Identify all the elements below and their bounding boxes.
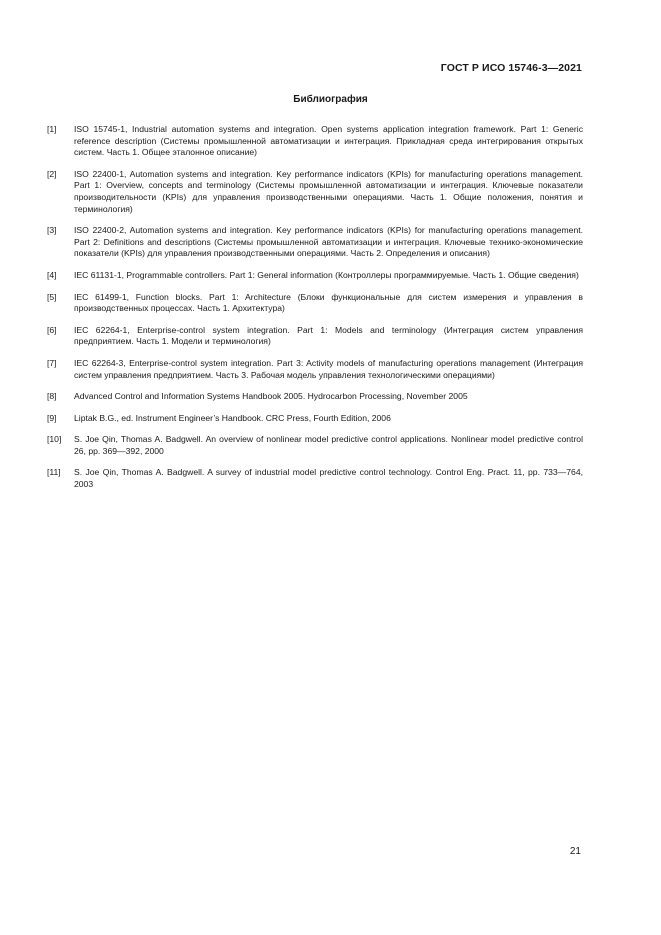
reference-number: [2]: [47, 168, 57, 179]
reference-number: [4]: [47, 269, 57, 280]
reference-number: [5]: [47, 291, 57, 302]
reference-text: S. Joe Qin, Thomas A. Badgwell. A survey of industrial model predictive control technology. Control Eng. Pract. 11, pp. 733—764, 2003: [74, 467, 583, 490]
bibliography-entry: [47, 292, 583, 315]
reference-number: [3]: [47, 225, 57, 236]
reference-number: [11]: [47, 467, 61, 478]
reference-text: IEC 61131-1, Programmable controllers. Part 1: General information (Контроллеры программируемые. Часть 1. Общие сведения): [74, 269, 579, 280]
reference-number: [9]: [47, 412, 57, 423]
reference-number: [1]: [47, 124, 57, 134]
bibliography-list: [47, 124, 583, 501]
reference-text: Advanced Control and Information Systems Handbook 2005. Hydrocarbon Processing, November 2005: [74, 391, 468, 402]
bibliography-entry: [47, 225, 583, 260]
reference-number: [10]: [47, 434, 62, 445]
reference-text: ISO 15745-1, Industrial automation systems and integration. Open systems application integration framework. Part 1: Generic reference description (Системы промышленной автоматизации и интеграция. Прикладная среда интегрирования открытых систем. Часть 1. Общее эталонное описание): [74, 124, 583, 158]
reference-text: Liptak B.G., ed. Instrument Engineer’s Handbook. CRC Press, Fourth Edition, 2006: [74, 412, 391, 423]
bibliography-entry: [47, 124, 583, 159]
bibliography-entry: [47, 467, 583, 490]
bibliography-entry: [47, 325, 583, 348]
bibliography-entry: [47, 434, 583, 457]
page-number: 21: [569, 846, 581, 857]
bibliography-entry: [47, 169, 583, 215]
reference-number: [8]: [47, 391, 57, 402]
reference-text: IEC 61499-1, Function blocks. Part 1: Architecture (Блоки функциональные для систем измерения и управления в производственных процессах. Часть 1. Архитектура): [74, 291, 583, 314]
reference-text: ISO 22400-1, Automation systems and integration. Key performance indicators (KPIs) for manufacturing operations management. Part 1: Overview, concepts and terminology (Системы промышленной автоматизации и интеграция. Ключевые показатели производительности (KPIs) для управления производственными операциями. Часть 1. Общие положения, понятия и терминология): [74, 168, 583, 214]
reference-number: [7]: [47, 357, 57, 368]
bibliography-entry: [47, 413, 583, 425]
document-code-header: ГОСТ Р ИСО 15746-3—2021: [440, 62, 582, 74]
reference-text: IEC 62264-1, Enterprise-control system integration. Part 1: Models and terminology (Интеграция систем управления предприятием. Часть 1. Модели и терминология): [74, 324, 583, 347]
reference-text: IEC 62264-3, Enterprise-control system integration. Part 3: Activity models of manufacturing operations management (Интеграция систем управления предприятием. Часть 3. Рабочая модель управления технологическими операциями): [74, 357, 583, 380]
bibliography-title: Библиография: [293, 94, 368, 105]
reference-text: S. Joe Qin, Thomas A. Badgwell. An overview of nonlinear model predictive control applications. Nonlinear model predictive control 26, pp. 369—392, 2000: [74, 434, 583, 456]
reference-number: [6]: [47, 324, 57, 335]
bibliography-entry: [47, 358, 583, 381]
reference-text: ISO 22400-2, Automation systems and integration. Key performance indicators (KPIs) for manufacturing operations management. Part 2: Definitions and descriptions (Системы промышленной автоматизации и интеграция. Ключевые технико-экономические показатели (KPIs) для управления производственными операциями. Часть 2. Определения и описания): [74, 225, 583, 259]
bibliography-entry: [47, 270, 583, 282]
bibliography-entry: [47, 391, 583, 403]
